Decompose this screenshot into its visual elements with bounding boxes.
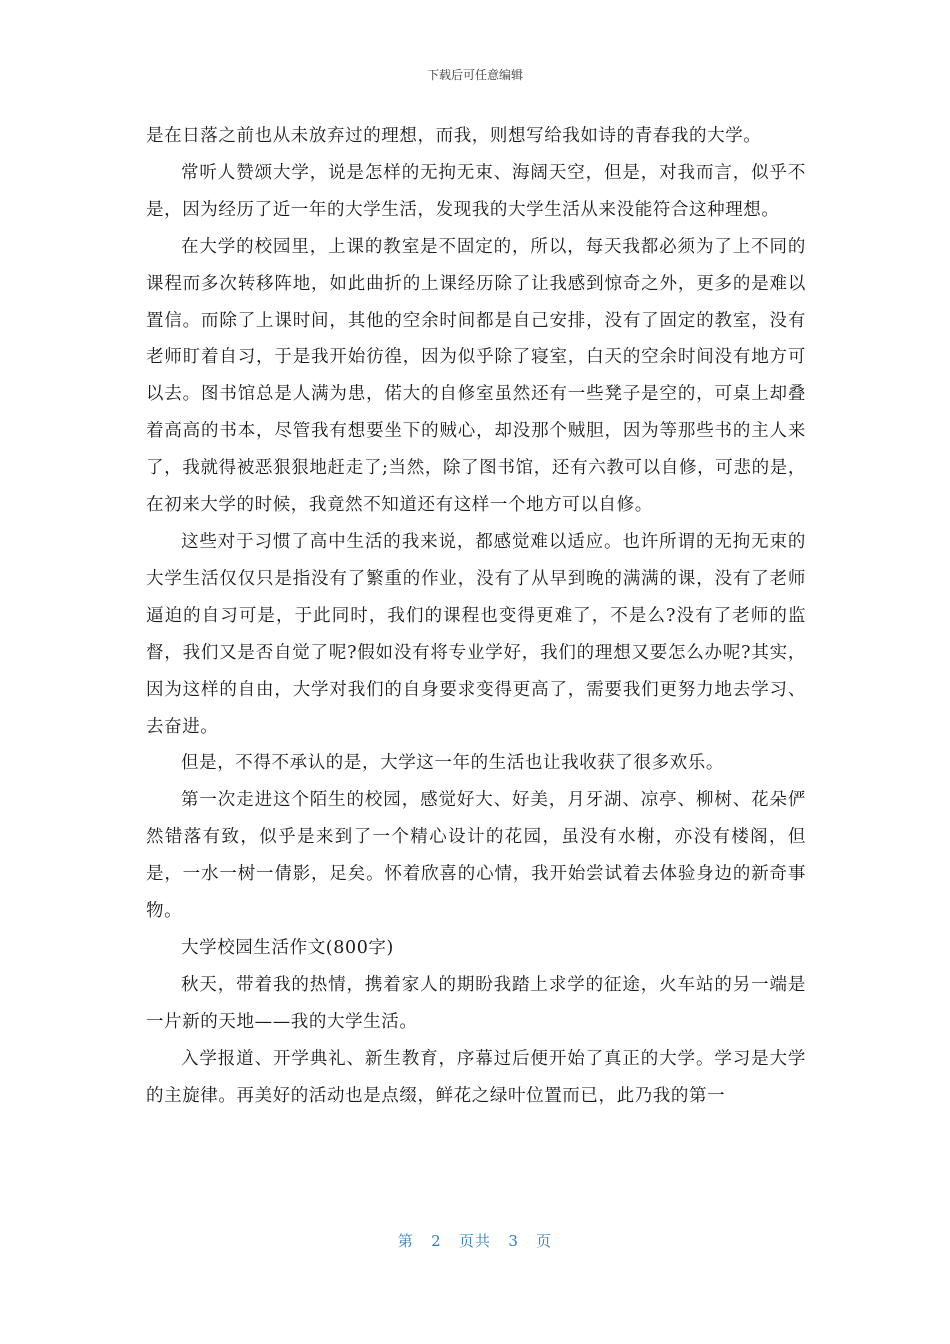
page-label-prefix: 第: [397, 1232, 414, 1250]
total-pages-number: 3: [508, 1232, 519, 1250]
paragraph: 在大学的校园里，上课的教室是不固定的，所以，每天我都必须为了上不同的课程而多次转移阵地，如此曲折的上课经历除了让我感到惊奇之外，更多的是难以置信。而除了上课时间，其他的空余时间都是自己安排，没有了固定的教室，没有老师盯着自习，于是我开始彷徨，因为似乎除了寝室，白天的空余时间没有地方可以去。图书馆总是人满为患，偌大的自修室虽然还有一些凳子是空的，可桌上却叠着高高的书本，尽管我有想要坐下的贼心，却没那个贼胆，因为等那些书的主人来了，我就得被恶狠狠地赶走了;当然，除了图书馆，还有六教可以自修，可悲的是，在初来大学的时候，我竟然不知道还有这样一个地方可以自修。: [146, 236, 806, 516]
paragraph: 这些对于习惯了高中生活的我来说，都感觉难以适应。也许所谓的无拘无束的大学生活仅仅只是指没有了繁重的作业，没有了从早到晚的满满的课，没有了老师逼迫的自习可是，于此同时，我们的课程也变得更难了，不是么?没有了老师的监督，我们又是否自觉了呢?假如没有将专业学好，我们的理想又要怎么办呢?其实，因为这样的自由，大学对我们的自身要求变得更高了，需要我们更努力地去学习、去奋进。: [146, 531, 806, 737]
section-title: 大学校园生活作文(800字): [181, 937, 394, 958]
paragraph: 常听人赞颂大学，说是怎样的无拘无束、海阔天空，但是，对我而言，似乎不是，因为经历了近一年的大学生活，发现我的大学生活从来没能符合这种理想。: [146, 162, 806, 220]
current-page-number: 2: [431, 1232, 442, 1250]
page-header-note: 下载后可任意编辑: [426, 68, 523, 82]
paragraph: 是在日落之前也从未放弃过的理想，而我，则想写给我如诗的青春我的大学。: [146, 126, 762, 146]
paragraph: 入学报道、开学典礼、新生教育，序幕过后便开始了真正的大学。学习是大学的主旋律。再美好的活动也是点缀，鲜花之绿叶位置而已，此乃我的第一: [146, 1048, 806, 1106]
paragraph: 第一次走进这个陌生的校园，感觉好大、好美，月牙湖、凉亭、柳树、花朵俨然错落有致，似乎是来到了一个精心设计的花园，虽没有水榭，亦没有楼阁，但是，一水一树一倩影，足矣。怀着欣喜的心情，我开始尝试着去体验身边的新奇事物。: [146, 790, 806, 922]
page-label-mid: 页共: [458, 1232, 491, 1250]
page-label-suffix: 页: [536, 1232, 553, 1250]
paragraph: 秋天，带着我的热情，携着家人的期盼我踏上求学的征途，火车站的另一端是一片新的天地——我的大学生活。: [146, 974, 806, 1032]
document-body: [146, 118, 806, 1114]
paragraph: 但是，不得不承认的是，大学这一年的生活也让我收获了很多欢乐。: [181, 753, 724, 774]
page-footer: [0, 1230, 950, 1251]
